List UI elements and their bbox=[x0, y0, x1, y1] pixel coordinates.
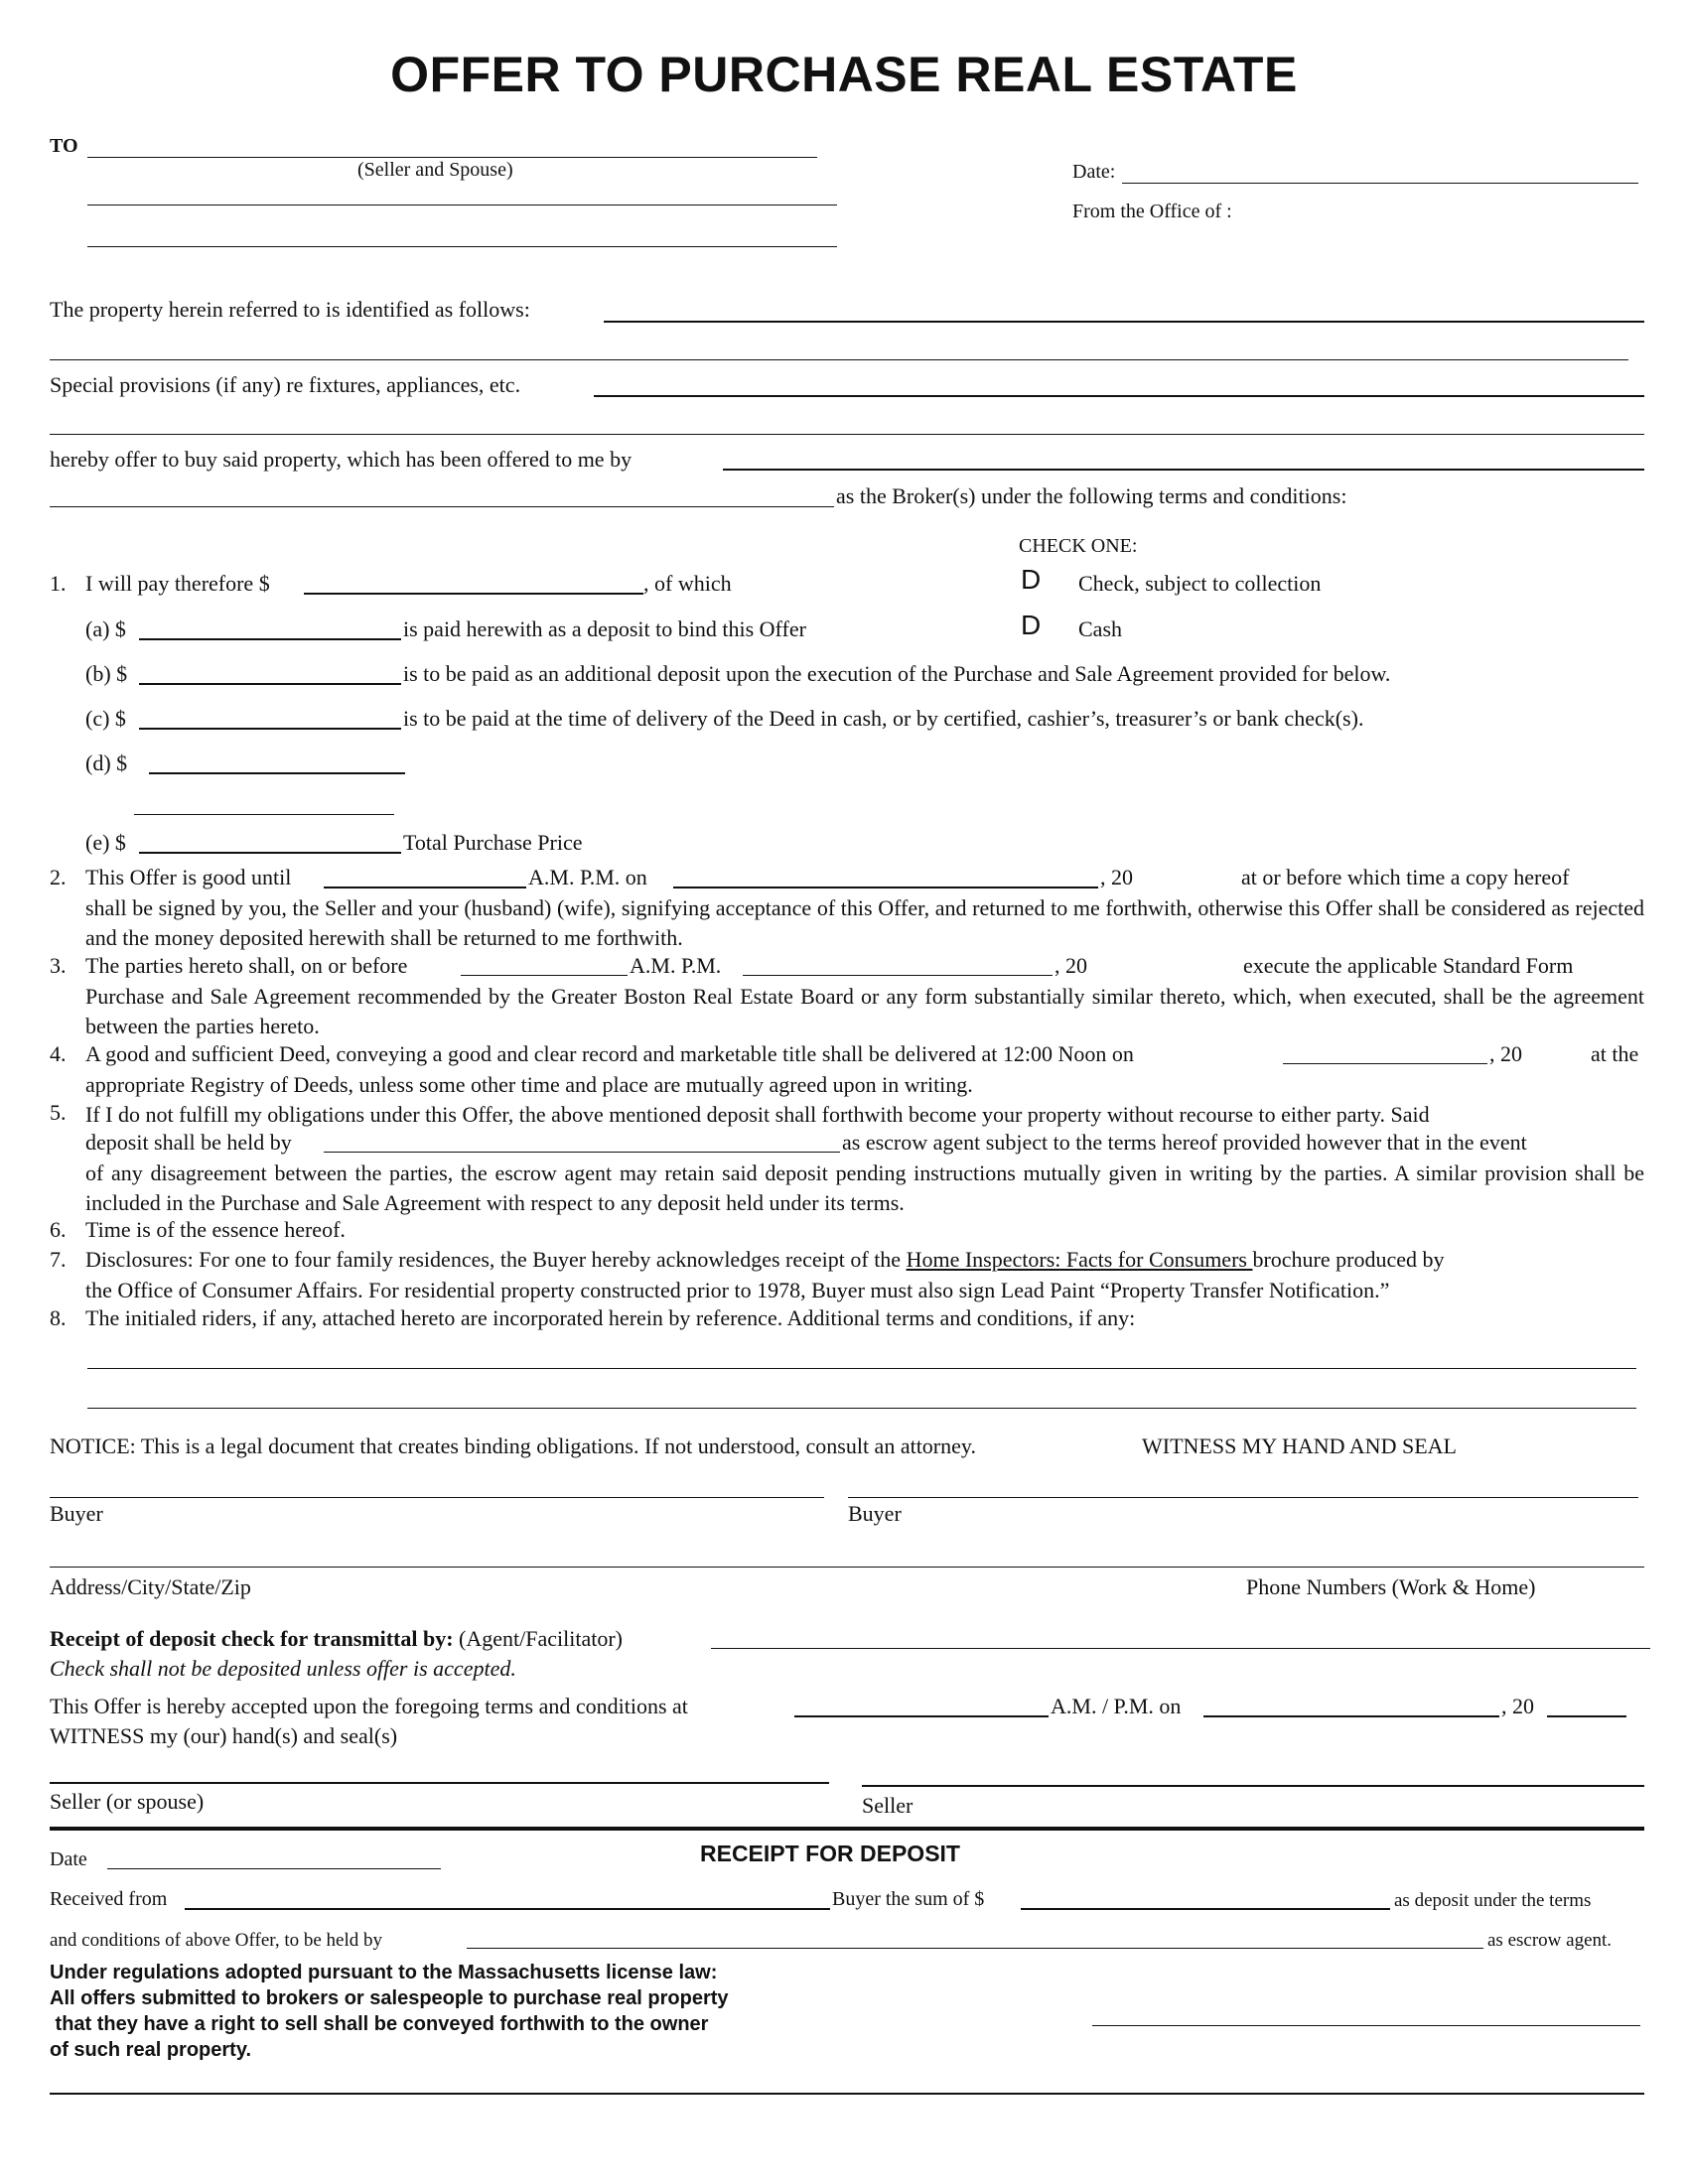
term2-d: at or before which time a copy hereof bbox=[1241, 865, 1570, 889]
deposit-a-label: (a) $ bbox=[85, 616, 126, 641]
buyer-label-1: Buyer bbox=[50, 1501, 103, 1526]
term7-a: Disclosures: For one to four family residences, the Buyer hereby acknowledges receipt of the bbox=[85, 1247, 907, 1272]
term4-a: A good and sufficient Deed, conveying a good and clear record and marketable title shall be delivered at 12:00 Noon on bbox=[85, 1041, 1134, 1066]
accepted-b: A.M. / P.M. on bbox=[1051, 1694, 1182, 1718]
good-until-time-field[interactable] bbox=[324, 887, 526, 888]
term2-c: , 20 bbox=[1100, 865, 1133, 889]
term5-a: deposit shall be held by bbox=[85, 1130, 292, 1155]
receipt-date-field[interactable] bbox=[107, 1868, 441, 1869]
deposit-a-field[interactable] bbox=[139, 638, 401, 640]
deposit-d-field-2[interactable] bbox=[134, 814, 394, 815]
term4-b: , 20 bbox=[1489, 1041, 1522, 1066]
checkbox-cash[interactable]: D bbox=[1021, 610, 1042, 640]
item-number-3: 3. bbox=[50, 953, 67, 978]
conditions-held-by: and conditions of above Offer, to be held by bbox=[50, 1930, 382, 1951]
offer-by-label: hereby offer to buy said property, which has been offered to me by bbox=[50, 447, 633, 472]
seller-spouse-label: Seller (or spouse) bbox=[50, 1789, 205, 1814]
offer-amount-field[interactable] bbox=[304, 593, 643, 595]
term8: The initialed riders, if any, attached hereto are incorporated herein by reference. Additional terms and conditions, if any: bbox=[85, 1305, 1136, 1330]
date-field[interactable] bbox=[1122, 183, 1638, 184]
to-label: TO bbox=[50, 135, 78, 157]
item-number-1: 1. bbox=[50, 571, 67, 596]
pns-time-field[interactable] bbox=[461, 975, 628, 976]
term3-b: A.M. P.M. bbox=[630, 953, 722, 978]
deposit-c-text: is to be paid at the time of delivery of the Deed in cash, or by certified, cashier’s, treasurer’s or bank check(s). bbox=[403, 706, 1364, 731]
term5-rest: of any disagreement between the parties, the escrow agent may retain said deposit pending instructions mutually given in writing by the parties. A similar provision shall be included in the Purchase and Sale Agreement with respect to any deposit held under its terms. bbox=[85, 1160, 1644, 1215]
term2-a: This Offer is good until bbox=[85, 865, 292, 889]
broker-field[interactable] bbox=[50, 506, 834, 507]
check-deposit-note: Check shall not be deposited unless offer is accepted. bbox=[50, 1656, 516, 1681]
total-price-label: Total Purchase Price bbox=[403, 830, 583, 855]
from-office-label: From the Office of : bbox=[1072, 201, 1232, 222]
seller-label: Seller bbox=[862, 1793, 914, 1818]
receipt-transmittal-bold: Receipt of deposit check for transmittal by: bbox=[50, 1626, 454, 1651]
item-number-5: 5. bbox=[50, 1100, 67, 1125]
term7-rest: the Office of Consumer Affairs. For residential property constructed prior to 1978, Buyer must also sign Lead Paint “Property Transfer Notification.” bbox=[85, 1278, 1390, 1302]
regulation-line: Under regulations adopted pursuant to the Massachusetts license law: bbox=[50, 1962, 718, 1983]
term3-rest: Purchase and Sale Agreement recommended by the Greater Boston Real Estate Board or any form substantially similar thereto, which, when executed, shall be the agreement between the parties hereto. bbox=[85, 984, 1644, 1038]
checkbox-check[interactable]: D bbox=[1021, 564, 1042, 595]
regulation-line: All offers submitted to brokers or salespeople to purchase real property bbox=[50, 1987, 729, 2009]
item-number-4: 4. bbox=[50, 1041, 67, 1066]
deposit-b-label: (b) $ bbox=[85, 661, 128, 686]
deposit-e-label: (e) $ bbox=[85, 830, 126, 855]
broker-label: as the Broker(s) under the following terms and conditions: bbox=[836, 483, 1347, 508]
seller-spouse-caption: (Seller and Spouse) bbox=[357, 159, 513, 181]
property-identified-label: The property herein referred to is identified as follows: bbox=[50, 297, 530, 322]
item-number-2: 2. bbox=[50, 865, 67, 889]
buyer-sum-label: Buyer the sum of $ bbox=[832, 1888, 985, 1910]
term4-rest: appropriate Registry of Deeds, unless some other time and place are mutually agreed upon in writing. bbox=[85, 1072, 973, 1097]
as-deposit-label: as deposit under the terms bbox=[1394, 1890, 1592, 1911]
term3-c: , 20 bbox=[1055, 953, 1087, 978]
additional-terms-field-1[interactable] bbox=[87, 1368, 1636, 1369]
check-one-label: CHECK ONE: bbox=[1019, 535, 1138, 557]
offered-by-field[interactable] bbox=[723, 469, 1644, 471]
received-from-field[interactable] bbox=[185, 1908, 830, 1910]
item-number-7: 7. bbox=[50, 1247, 67, 1272]
receipt-divider bbox=[50, 1827, 1644, 1831]
address-label: Address/City/State/Zip bbox=[50, 1574, 251, 1599]
special-provisions-field[interactable] bbox=[594, 395, 1644, 397]
item-number-8: 8. bbox=[50, 1305, 67, 1330]
term2-b: A.M. P.M. on bbox=[528, 865, 647, 889]
home-inspectors-link[interactable]: Home Inspectors: Facts for Consumers bbox=[906, 1247, 1253, 1272]
property-field[interactable] bbox=[604, 321, 1644, 323]
deposit-d-field[interactable] bbox=[149, 772, 405, 774]
pns-date-field[interactable] bbox=[743, 975, 1053, 976]
seller-signature[interactable] bbox=[862, 1785, 1644, 1787]
accepted-time-field[interactable] bbox=[794, 1715, 1049, 1717]
special-provisions-field-2[interactable] bbox=[50, 434, 1644, 435]
term7-line1 bbox=[85, 1247, 1644, 1273]
accepted-a: This Offer is hereby accepted upon the foregoing terms and conditions at bbox=[50, 1694, 688, 1718]
good-until-date-field[interactable] bbox=[673, 887, 1098, 888]
escrow-agent-field[interactable] bbox=[324, 1152, 840, 1153]
bottom-divider bbox=[50, 2093, 1644, 2095]
received-from-label: Received from bbox=[50, 1888, 168, 1910]
buyer-label-2: Buyer bbox=[848, 1501, 902, 1526]
buyer-signature-2[interactable] bbox=[848, 1497, 1638, 1498]
to-line-1[interactable] bbox=[87, 157, 817, 158]
legal-notice: NOTICE: This is a legal document that creates binding obligations. If not understood, consult an attorney. bbox=[50, 1433, 976, 1458]
deposit-d-label: (d) $ bbox=[85, 751, 128, 775]
deposit-b-field[interactable] bbox=[139, 683, 401, 685]
term3-a: The parties hereto shall, on or before bbox=[85, 953, 408, 978]
additional-terms-field-2[interactable] bbox=[87, 1408, 1636, 1409]
deposit-b-text: is to be paid as an additional deposit upon the execution of the Purchase and Sale Agreement provided for below. bbox=[403, 661, 1391, 686]
deposit-c-label: (c) $ bbox=[85, 706, 126, 731]
deposit-sum-field[interactable] bbox=[1021, 1908, 1390, 1910]
of-which-label: , of which bbox=[643, 571, 732, 596]
item-number-6: 6. bbox=[50, 1217, 67, 1242]
witness-hand-seal: WITNESS MY HAND AND SEAL bbox=[1142, 1433, 1457, 1458]
term5-line1: If I do not fulfill my obligations under this Offer, the above mentioned deposit shall forthwith become your property without recourse to either party. Said bbox=[85, 1102, 1430, 1127]
accepted-c: , 20 bbox=[1501, 1694, 1534, 1718]
escrow-agent-label: as escrow agent. bbox=[1487, 1930, 1613, 1951]
page-title: OFFER TO PURCHASE REAL ESTATE bbox=[390, 47, 1298, 102]
receipt-transmittal bbox=[50, 1626, 623, 1652]
agent-facilitator-label: (Agent/Facilitator) bbox=[453, 1626, 623, 1651]
term2-rest: shall be signed by you, the Seller and your (husband) (wife), signifying acceptance of this Offer, and returned to me forthwith, otherwise this Offer shall be considered as rejected and the money deposited herewith shall be returned to me forthwith. bbox=[85, 895, 1644, 950]
special-provisions-label: Special provisions (if any) re fixtures, appliances, etc. bbox=[50, 372, 521, 397]
i-will-pay-label: I will pay therefore $ bbox=[85, 571, 270, 596]
receipt-title: RECEIPT FOR DEPOSIT bbox=[700, 1841, 960, 1866]
agent-facilitator-field[interactable] bbox=[711, 1648, 1650, 1649]
address-phone-field[interactable] bbox=[50, 1567, 1644, 1568]
check-option-label: Check, subject to collection bbox=[1078, 571, 1322, 596]
seller-spouse-signature[interactable] bbox=[50, 1782, 829, 1784]
regulation-line: that they have a right to sell shall be conveyed forthwith to the owner bbox=[50, 2013, 709, 2035]
deposit-a-text: is paid herewith as a deposit to bind this Offer bbox=[403, 616, 806, 641]
to-line-3[interactable] bbox=[87, 246, 837, 247]
witness-our-hands: WITNESS my (our) hand(s) and seal(s) bbox=[50, 1723, 398, 1748]
receipt-date-label: Date bbox=[50, 1848, 87, 1870]
accepted-year-field[interactable] bbox=[1547, 1715, 1626, 1717]
regulation-line: of such real property. bbox=[50, 2039, 252, 2061]
deposit-c-field[interactable] bbox=[139, 728, 401, 730]
property-field-2[interactable] bbox=[50, 359, 1628, 360]
deed-date-field[interactable] bbox=[1283, 1063, 1487, 1064]
accepted-date-field[interactable] bbox=[1203, 1715, 1499, 1717]
phone-label: Phone Numbers (Work & Home) bbox=[1246, 1574, 1536, 1599]
regulations-notice bbox=[50, 1960, 729, 2063]
total-price-field[interactable] bbox=[139, 852, 401, 854]
term5-b: as escrow agent subject to the terms hereof provided however that in the event bbox=[842, 1130, 1527, 1155]
held-by-field[interactable] bbox=[467, 1948, 1483, 1949]
cash-option-label: Cash bbox=[1078, 616, 1122, 641]
date-label: Date: bbox=[1072, 161, 1116, 183]
term6: Time is of the essence hereof. bbox=[85, 1217, 346, 1242]
broker-signature-field[interactable] bbox=[1092, 2025, 1640, 2026]
term7-b: brochure produced by bbox=[1252, 1247, 1445, 1272]
term3-d: execute the applicable Standard Form bbox=[1243, 953, 1574, 978]
term4-c: at the bbox=[1591, 1041, 1639, 1066]
buyer-signature-1[interactable] bbox=[50, 1497, 824, 1498]
